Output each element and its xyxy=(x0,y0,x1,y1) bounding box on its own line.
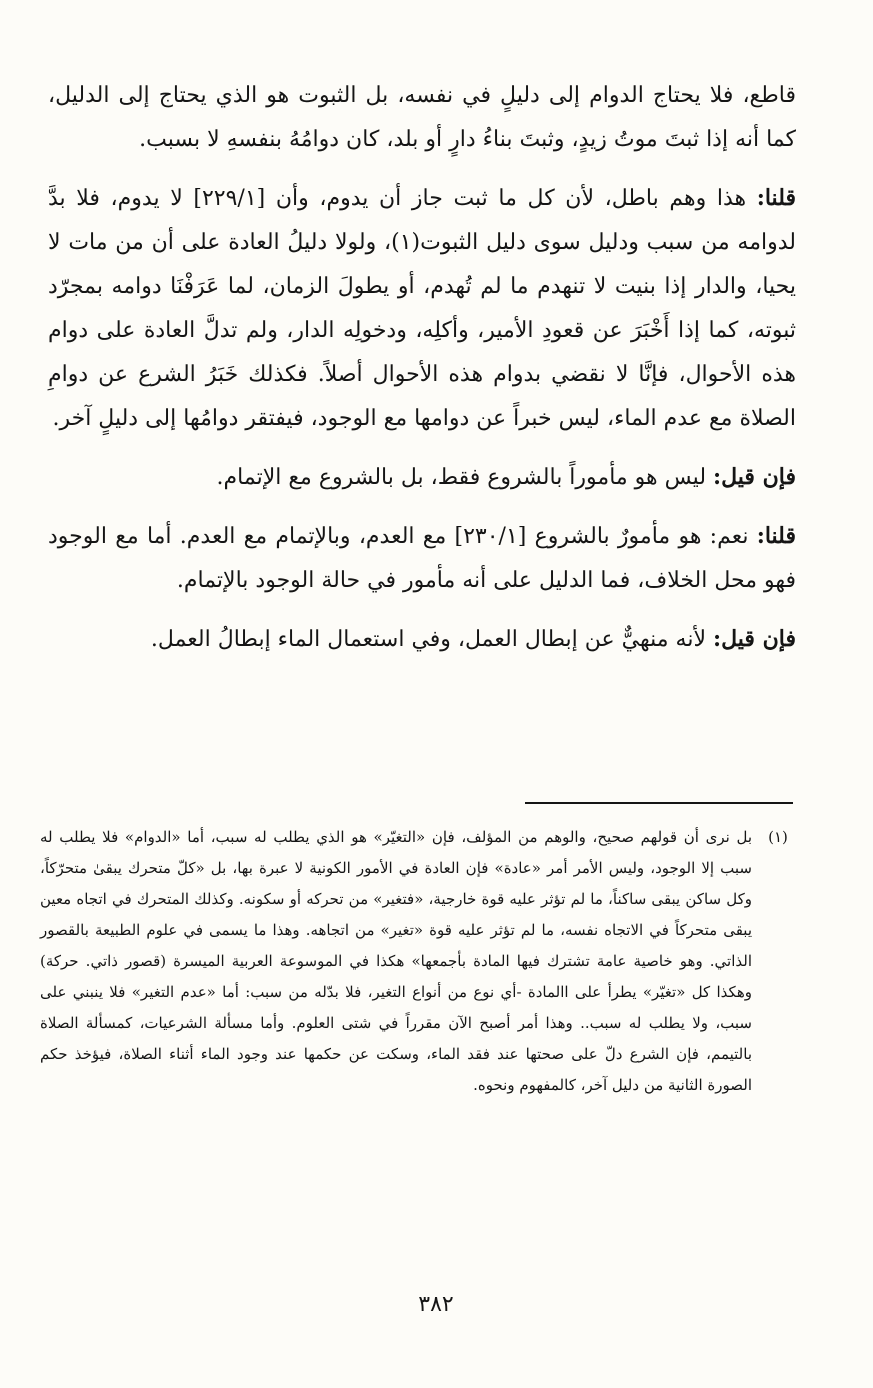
footnote-number: (١) xyxy=(768,828,788,846)
footnote-text: بل نرى أن قولهم صحيح، والوهم من المؤلف، فإن «التغيّر» هو الذي يطلب له سبب، أما «الدوام» فلا يطلب له سبب إلا الوجود، وليس الأمر أمر «عادة» فإن العادة في الأمور الكونية لا عبرة بها، بل «كلّ متحرك يبقىٰ متحرّكاً، وكل ساكن يبقى ساكناً، ما لم تؤثر عليه قوة خارجية، «فتغير» من تحركه أو سكونه. وكذلك المتحرك في اتجاه معين يبقى متحركاً في الاتجاه نفسه، ما لم تؤثر عليه قوة «تغير» من اتجاهه. وهذا ما يسمى في علوم الطبيعة بالقصور الذاتي. وهو خاصية عامة تشترك فيها المادة بأجمعها» هكذا في الموسوعة العربية الميسرة (قصور ذاتي. حركة) وهكذا كل «تغيّر» يطرأ على االمادة -أي نوع من أنواع التغير، فلا بدّله من سبب: أما «عدم التغير» فلا ينبني على سبب، ولا يطلب له سبب.. وهذا أمر أصبح الآن مقرراً في شتى العلوم. وأما مسألة الشرعيات، كمسألة الصلاة بالتيمم، فإن الشرع دلّ على صحتها عند فقد الماء، وسكت عن حكمها عند وجود الماء أثناء الصلاة، فيؤخذ حكم الصورة الثانية من دليل آخر، كالمفهوم ونحوه. xyxy=(40,828,753,1094)
footnote-divider xyxy=(525,802,793,804)
paragraph-text: ليس هو مأموراً بالشروع فقط، بل بالشروع مع الإتمام. xyxy=(216,465,714,490)
main-text xyxy=(48,74,796,676)
paragraph-lead: فإن قيل: xyxy=(713,626,796,652)
paragraph-lead: فإن قيل: xyxy=(713,464,796,490)
paragraph-2 xyxy=(48,176,796,441)
footnote xyxy=(40,822,796,1101)
paragraph-5 xyxy=(48,617,796,662)
paragraph-3 xyxy=(48,455,796,500)
paragraph-lead: قلنا: xyxy=(756,523,796,549)
paragraph-lead: قلنا: xyxy=(756,185,796,211)
paragraph-4 xyxy=(48,514,796,603)
page-number: ٣٨٢ xyxy=(418,1292,454,1317)
paragraph-text: لأنه منهيٌّ عن إبطال العمل، وفي استعمال الماء إبطالُ العمل. xyxy=(150,627,714,652)
paragraph-text: قاطع، فلا يحتاج الدوام إلى دليلٍ في نفسه، بل الثبوت هو الذي يحتاج إلى الدليل، كما أنه إذا ثبتَ موتُ زيدٍ، وثبتَ بناءُ دارٍ أو بلد، كان دوامُهُ بنفسهِ لا بسبب. xyxy=(48,83,796,152)
paragraph-1 xyxy=(48,74,796,162)
paragraph-text: هذا وهم باطل، لأن كل ما ثبت جاز أن يدوم، وأن [٢٢٩/١] لا يدوم، فلا بدَّ لدوامه من سبب ودليل سوى دليل الثبوت(١)، ولولا دليلُ العادة على أن من مات لا يحيا، والدار إذا بنيت لا تنهدم ما لم تُهدم، أو يطولَ الزمان، لما عَرَفْنَا دوامه بمجرّد ثبوته، كما إذا أَخْبَرَ عن قعودِ الأمير، وأكلِه، ودخولِه الدار، ولم تدلَّ العادة على دوام هذه الأحوال، فإنَّا لا نقضي بدوام هذه الأحوال أصلاً. فكذلك خَبَرُ الشرع عن دوامِ الصلاة مع عدم الماء، ليس خبراً عن دوامها مع الوجود، فيفتقر دوامُها إلى دليلٍ آخر. xyxy=(48,186,796,431)
paragraph-text: نعم: هو مأمورٌ بالشروع [٢٣٠/١] مع العدم، وبالإتمام مع العدم. أما مع الوجود فهو محل الخلاف، فما الدليل على أنه مأمور في حالة الوجود بالإتمام. xyxy=(48,524,796,593)
